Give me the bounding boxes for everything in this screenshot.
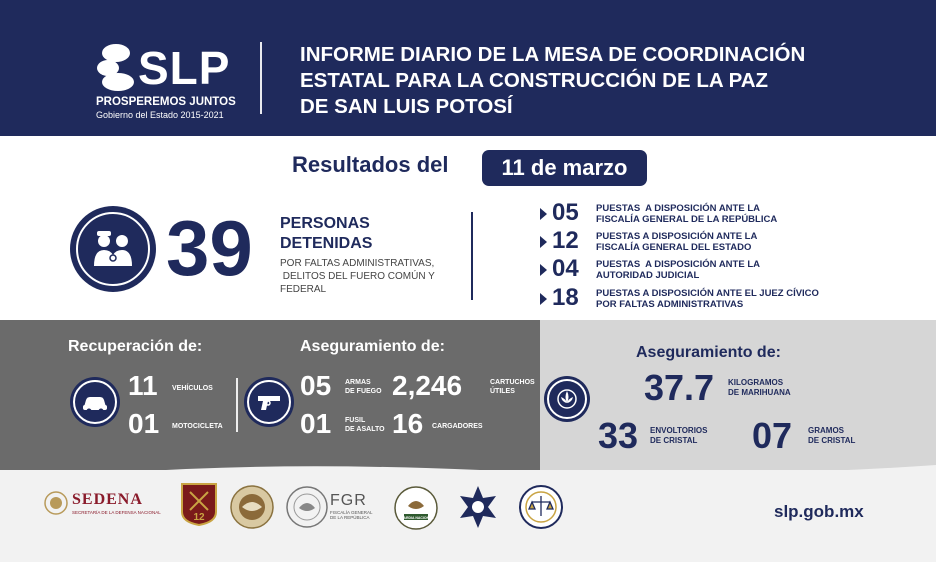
firearms-label-line: ARMAS (345, 379, 371, 386)
guardia-nacional-name: GUARDIA NACIONAL (398, 516, 434, 520)
grams-label-line: GRAMOS (808, 426, 844, 435)
firearms-label-line: DE FUEGO (345, 388, 382, 395)
recovery-title: Recuperación de: (68, 338, 203, 355)
arrow-icon (540, 208, 547, 220)
puesta-text-line: PUESTAS A DISPOSICIÓN ANTE EL JUEZ CÍVICO (596, 288, 819, 299)
title-line: DE SAN LUIS POTOSÍ (300, 95, 513, 118)
results-date-badge: 11 de marzo (482, 150, 647, 186)
arrow-icon (540, 264, 547, 276)
puesta-count: 04 (552, 255, 579, 282)
puesta-count: 18 (552, 284, 579, 311)
army-eagle-seal-icon (230, 485, 274, 529)
results-divider (471, 212, 473, 300)
arrow-icon (540, 236, 547, 248)
marijuana-count: 37.7 (644, 367, 715, 408)
firearms-count: 05 (300, 370, 332, 401)
title-line: ESTATAL PARA LA CONSTRUCCIÓN DE LA PAZ (300, 69, 769, 92)
fgr-subtitle-line: FISCALÍA GENERAL (330, 510, 373, 515)
cartridges-label (490, 378, 535, 396)
sedena-name: SEDENA (72, 491, 143, 508)
logo-government: Gobierno del Estado 2015-2021 (96, 110, 224, 120)
puesta-text-line: PUESTAS A DISPOSICIÓN ANTE LA (596, 231, 758, 242)
puesta-text-line: PUESTAS A DISPOSICIÓN ANTE LA (596, 203, 760, 214)
puesta-text-line: PUESTAS A DISPOSICIÓN ANTE LA (596, 259, 760, 270)
assault-rifle-label (345, 416, 385, 434)
drugs-icon (544, 376, 590, 422)
grams-label-line: DE CRISTAL (808, 436, 856, 445)
cartridges-label-line: ÚTILES (490, 388, 515, 395)
fgr-logo (330, 492, 373, 520)
page-title (300, 42, 900, 120)
mexico-coat-of-arms-icon (286, 486, 328, 528)
grams-count: 07 (752, 415, 793, 456)
military-zone-shield-icon (180, 482, 218, 526)
vehicles-count: 11 (128, 370, 158, 401)
motorcycle-label: MOTOCICLETA (172, 423, 223, 430)
website-link[interactable]: slp.gob.mx (774, 502, 864, 521)
cartridges-label-line: CARTUCHOS (490, 379, 535, 386)
puesta-text (596, 203, 777, 225)
puesta-text (596, 288, 819, 310)
fgr-name: FGR (330, 492, 367, 509)
wrappers-label-line: ENVOLTORIOS (650, 426, 708, 435)
assault-rifle-label-line: DE ASALTO (345, 426, 385, 433)
puesta-text (596, 231, 757, 253)
puesta-text (596, 259, 760, 281)
vehicles-label: VEHÍCULOS (172, 385, 213, 392)
drugs-seizure-title: Aseguramiento de: (636, 344, 781, 361)
puesta-count: 05 (552, 199, 579, 226)
detainees-subtitle (280, 257, 435, 296)
justice-scale-seal-icon (518, 484, 564, 530)
cartridges-count: 2,246 (392, 370, 463, 401)
state-police-star-icon (455, 484, 501, 530)
marijuana-label (728, 378, 791, 398)
panel-divider (236, 378, 238, 432)
puesta-text-line: AUTORIDAD JUDICIAL (596, 270, 700, 281)
puesta-count: 12 (552, 227, 579, 254)
assault-rifle-count: 01 (300, 408, 332, 439)
header-banner (0, 0, 936, 136)
marijuana-label-line: KILOGRAMOS (728, 378, 784, 387)
sedena-subtitle: SECRETARÍA DE LA DEFENSA NACIONAL (72, 510, 161, 515)
arrow-icon (540, 293, 547, 305)
detainee-icon (70, 206, 156, 292)
marijuana-label-line: DE MARIHUANA (728, 388, 791, 397)
detainees-title-line: PERSONAS (280, 215, 370, 232)
motorcycle-count: 01 (128, 408, 160, 439)
detainees-count: 39 (166, 204, 253, 292)
detainees-subtitle-line: POR FALTAS ADMINISTRATIVAS, (280, 258, 435, 269)
wrappers-count: 33 (598, 415, 639, 456)
detainees-subtitle-line: DELITOS DEL FUERO COMÚN Y (280, 271, 435, 282)
assault-rifle-label-line: FUSIL (345, 417, 366, 424)
zone-number: 12 (193, 512, 205, 523)
detainees-subtitle-line: FEDERAL (280, 284, 327, 295)
header-divider (260, 42, 262, 114)
wrappers-label-line: DE CRISTAL (650, 436, 698, 445)
magazines-label: CARGADORES (432, 423, 483, 430)
firearms-label (345, 378, 382, 396)
puesta-text-line: FISCALÍA GENERAL DEL ESTADO (596, 242, 752, 253)
seizure-title: Aseguramiento de: (300, 338, 445, 355)
logo-text: SLP (138, 42, 231, 94)
results-label: Resultados del (292, 152, 449, 177)
fgr-subtitle-line: DE LA REPÚBLICA (330, 515, 370, 520)
puesta-text-line: FISCALÍA GENERAL DE LA REPÚBLICA (596, 214, 778, 225)
magazines-count: 16 (392, 408, 424, 439)
detainees-title-line: DETENIDAS (280, 235, 373, 252)
gun-icon (244, 377, 294, 427)
puesta-text-line: POR FALTAS ADMINISTRATIVAS (596, 299, 744, 310)
guardia-nacional-seal-icon (394, 486, 438, 530)
title-line: INFORME DIARIO DE LA MESA DE COORDINACIÓN (300, 43, 806, 66)
car-icon (70, 377, 120, 427)
slp-logo (96, 40, 256, 122)
logo-tagline: PROSPEREMOS JUNTOS (96, 96, 236, 108)
sedena-seal-icon (44, 491, 68, 515)
detainees-title (280, 214, 372, 254)
